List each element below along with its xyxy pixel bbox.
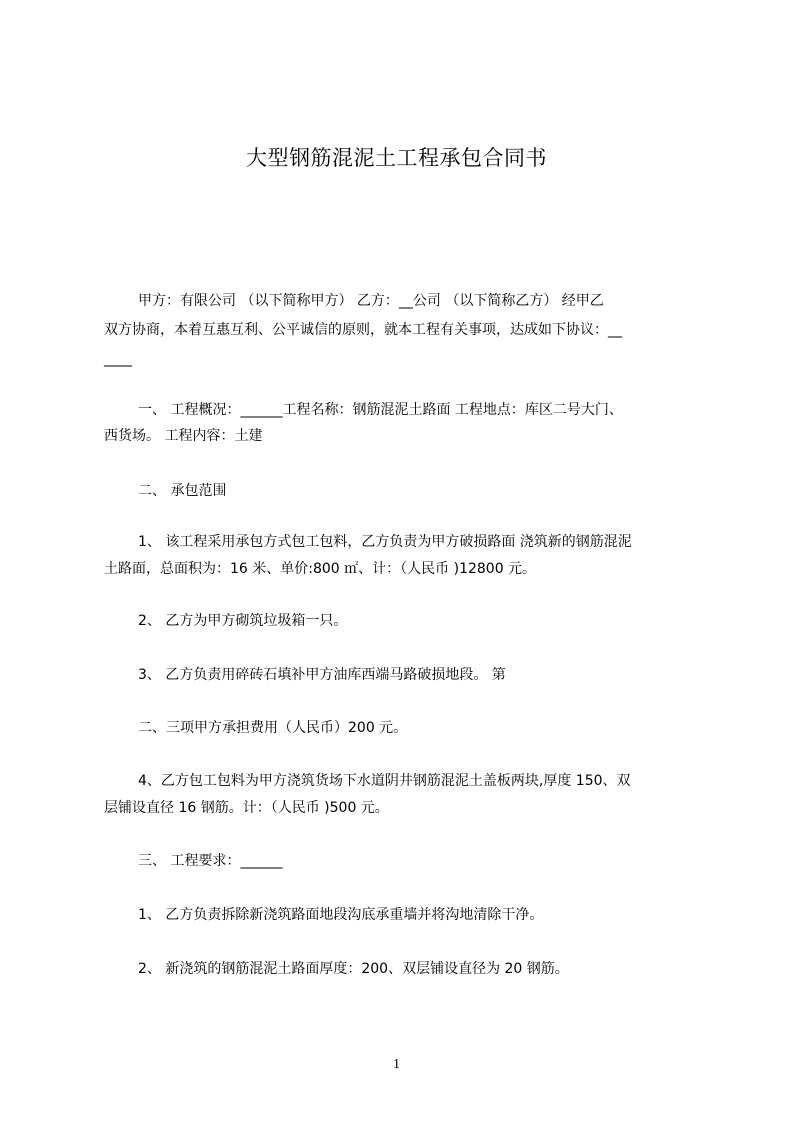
section2-item4-line-1: 4、乙方包工包料为甲方浇筑货场下水道阴井钢筋混泥土盖板两块,厚度 150、双	[138, 773, 631, 789]
section3-heading: 三、 工程要求：______	[138, 853, 283, 869]
section2-item1-line-2: 土路面，总面积为：16 米、单价:800 ㎡、计：（人民币 )12800 元。	[104, 561, 537, 577]
page-title: 大型钢筋混泥土工程承包合同书	[246, 146, 547, 170]
section3-item1: 1、 乙方负责拆除新浇筑路面地段沟底承重墙并将沟地清除干净。	[138, 907, 544, 923]
section2-item3: 3、 乙方负责用碎砖石填补甲方油库西端马路破损地段。 第	[138, 667, 506, 683]
section3-item2: 2、 新浇筑的钢筋混泥土路面厚度：200、双层铺设直径为 20 钢筋。	[138, 961, 569, 977]
intro-line-3: ____	[104, 351, 132, 367]
section2-item1-line-1: 1、 该工程采用承包方式包工包料，乙方负责为甲方破损路面 浇筑新的钢筋混泥	[138, 534, 632, 550]
section2-heading: 二、 承包范围	[138, 483, 227, 499]
section2-item4-line-2: 层铺设直径 16 钢筋。计：（人民币 )500 元。	[104, 800, 389, 816]
intro-line-2: 双方协商，本着互惠互利、公平诚信的原则，就本工程有关事项，达成如下协议：__	[104, 322, 622, 338]
intro-line-1: 甲方：有限公司 （以下简称甲方） 乙方：__公司 （以下简称乙方） 经甲乙	[138, 293, 604, 309]
section2-item3-cost: 二、三项甲方承担费用（人民币）200 元。	[138, 720, 408, 736]
page-number: 1	[393, 1057, 400, 1072]
section2-item2: 2、 乙方为甲方砌筑垃圾箱一只。	[138, 613, 348, 629]
section1-line-2: 西货场。 工程内容：土建	[104, 428, 263, 444]
section1-line-1: 一、 工程概况：______工程名称：钢筋混泥土路面 工程地点：库区二号大门、	[138, 402, 623, 418]
